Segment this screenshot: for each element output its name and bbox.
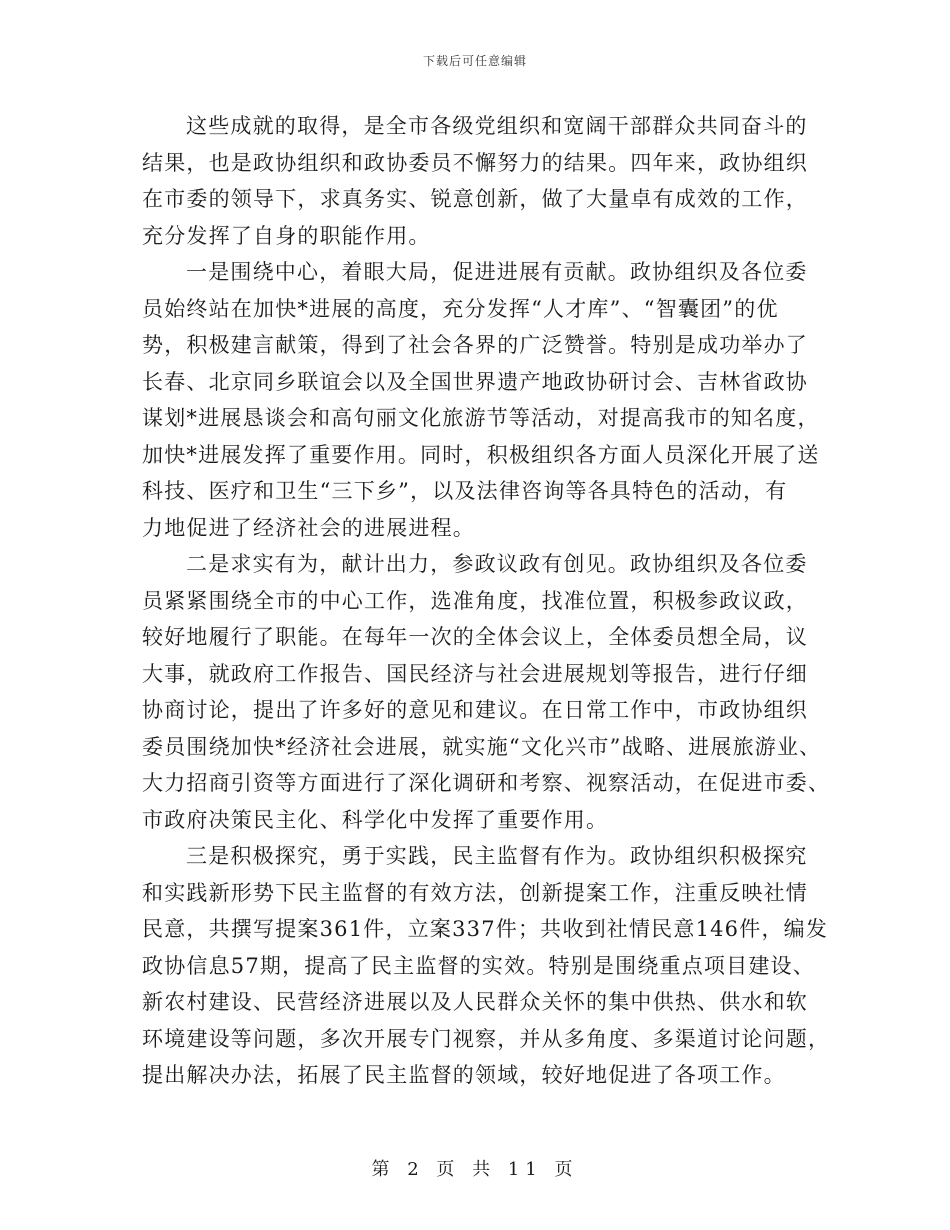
text-line: 一是围绕中心，着眼大局，促进进展有贡献。政协组织及各位委: [186, 260, 808, 284]
text-line: 提出解决办法，拓展了民主监督的领域，较好地促进了各项工作。: [142, 1063, 786, 1087]
text-line: 委员围绕加快*经济社会进展，就实施“文化兴市”战略、进展旅游业、: [142, 734, 822, 759]
text-line: 大力招商引资等方面进行了深化调研和考察、视察活动，在促进市委、: [142, 771, 831, 795]
text-line: 力地促进了经济社会的进展进程。: [142, 515, 475, 540]
text-line: 和实践新形势下民主监督的有效方法，创新提案工作，注重反映社情: [142, 880, 808, 905]
text-line: 民意，共撰写提案361件，立案337件；共收到社情民意146件，编发: [142, 917, 829, 941]
paragraph-3: [142, 546, 831, 838]
text-line: 加快*进展发挥了重要作用。同时，积极组织各方面人员深化开展了送: [142, 442, 820, 467]
text-line: 充分发挥了自身的职能作用。: [142, 223, 431, 248]
text-line: 这些成就的取得，是全市各级党组织和宽阔干部群众共同奋斗的: [186, 114, 808, 138]
text-line: 员始终站在加快*进展的高度，充分发挥“人才库”、“智囊团”的优: [142, 296, 779, 321]
text-line: 新农村建设、民营经济进展以及人民群众关怀的集中供热、供水和软: [142, 990, 808, 1014]
text-line: 科技、医疗和卫生“三下乡”，以及法律咨询等各具特色的活动，有: [142, 479, 788, 503]
text-line: 结果，也是政协组织和政协委员不懈努力的结果。四年来，政协组织: [142, 150, 808, 175]
paragraph-1: [142, 108, 822, 254]
text-line: 势，积极建言献策，得到了社会各界的广泛赞誉。特别是成功举办了: [142, 333, 808, 357]
text-line: 二是求实有为，献计出力，参政议政有创见。政协组织及各位委: [186, 552, 808, 576]
text-line: 大事，就政府工作报告、国民经济与社会进展规划等报告，进行仔细: [142, 661, 808, 686]
text-line: 三是积极探究，勇于实践，民主监督有作为。政协组织积极探究: [186, 844, 808, 868]
text-line: 员紧紧围绕全市的中心工作，选准角度，找准位置，积极参政议政，: [142, 588, 808, 613]
text-line: 政协信息57期，提高了民主监督的实效。特别是围绕重点项目建设、: [142, 953, 815, 978]
text-line: 较好地履行了职能。在每年一次的全体会议上，全体委员想全局，议: [142, 625, 808, 649]
text-line: 长春、北京同乡联谊会以及全国世界遗产地政协研讨会、吉林省政协: [142, 369, 808, 394]
text-line: 在市委的领导下，求真务实、锐意创新，做了大量卓有成效的工作，: [142, 187, 808, 211]
text-line: 协商讨论，提出了许多好的意见和建议。在日常工作中，市政协组织: [142, 698, 808, 722]
paragraph-2: [142, 254, 822, 546]
text-line: 谋划*进展恳谈会和高句丽文化旅游节等活动，对提高我市的知名度，: [142, 406, 820, 430]
text-line: 环境建设等问题，多次开展专门视察，并从多角度、多渠道讨论问题，: [142, 1026, 831, 1051]
paragraph-4: [142, 838, 831, 1094]
text-line: 市政府决策民主化、科学化中发挥了重要作用。: [142, 807, 609, 832]
document-body: [142, 108, 831, 1094]
page-header: 下载后可任意编辑: [422, 54, 527, 68]
page-number-footer: 第 2 页 共 11 页: [371, 1159, 579, 1180]
